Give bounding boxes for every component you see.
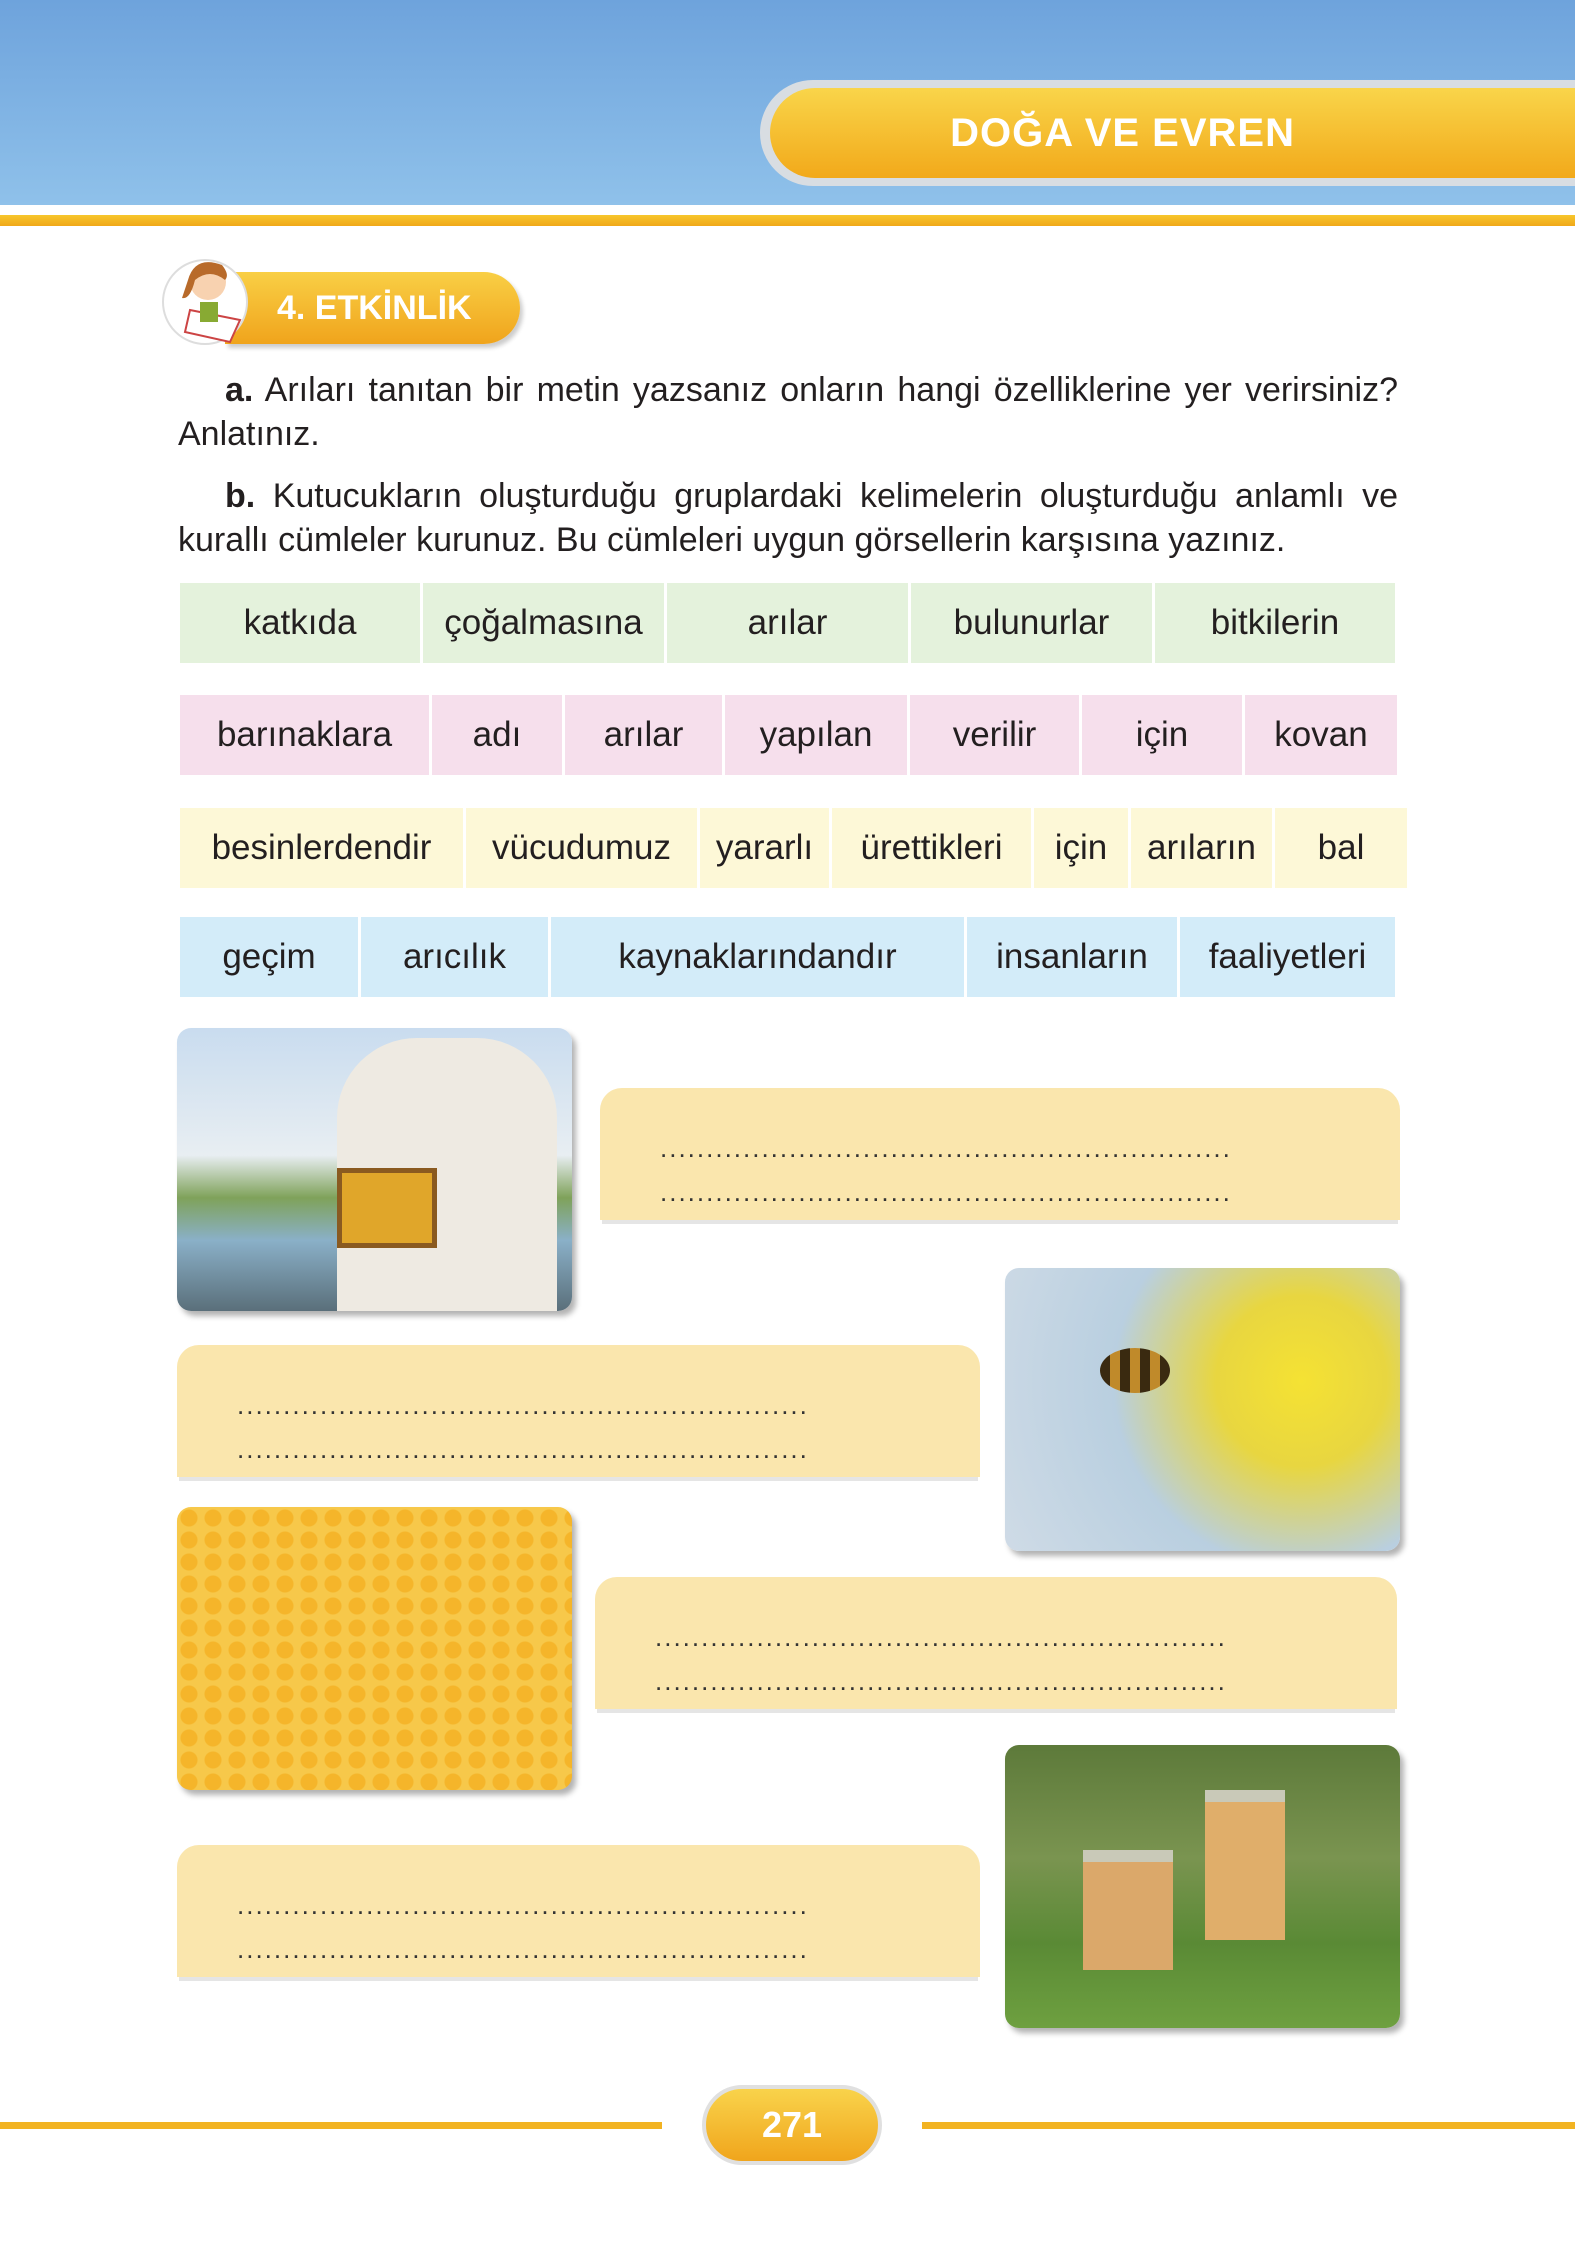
honeycomb-photo (177, 1507, 572, 1790)
word-group-3 (180, 808, 1407, 888)
word-box: arıların (1131, 808, 1272, 888)
word-box: kaynaklarındandır (551, 917, 964, 997)
answer-box-2[interactable] (177, 1345, 980, 1477)
word-box: ürettikleri (832, 808, 1031, 888)
answer-line[interactable]: .............................................................. (237, 1390, 809, 1420)
header-divider (0, 212, 1575, 226)
word-group-2 (180, 695, 1397, 775)
page-number: 271 (702, 2085, 882, 2165)
word-box: adı (432, 695, 562, 775)
girl-mascot-icon (160, 250, 260, 350)
word-box: arılar (667, 583, 908, 663)
word-group-4 (180, 917, 1395, 997)
word-box: vücudumuz (466, 808, 697, 888)
marker-b: b. (225, 477, 256, 515)
word-box: için (1034, 808, 1128, 888)
word-box: için (1082, 695, 1242, 775)
answer-line[interactable]: .............................................................. (660, 1177, 1232, 1207)
instruction-b-text: Kutucukların oluşturduğu gruplardaki kelimelerin oluşturduğu anlamlı ve kurallı cümleler kurunuz. Bu cümleleri uygun görsellerin karşısına yazınız. (178, 477, 1398, 559)
footer-line-right (922, 2122, 1575, 2129)
section-title: DOĞA VE EVREN (770, 88, 1575, 178)
answer-line[interactable]: .............................................................. (237, 1934, 809, 1964)
word-box: faaliyetleri (1180, 917, 1395, 997)
answer-box-3[interactable] (595, 1577, 1397, 1709)
word-box: barınaklara (180, 695, 429, 775)
beehives-photo (1005, 1745, 1400, 2028)
answer-box-4[interactable] (177, 1845, 980, 1977)
word-box: insanların (967, 917, 1177, 997)
word-box: katkıda (180, 583, 420, 663)
instruction-b (178, 474, 1398, 562)
marker-a: a. (225, 371, 254, 409)
word-box: bal (1275, 808, 1407, 888)
instruction-a (178, 368, 1398, 456)
word-box: bulunurlar (911, 583, 1152, 663)
section-banner (760, 80, 1575, 186)
word-box: arılar (565, 695, 722, 775)
word-box: arıcılık (361, 917, 548, 997)
word-box: kovan (1245, 695, 1397, 775)
answer-line[interactable]: .............................................................. (237, 1890, 809, 1920)
word-box: geçim (180, 917, 358, 997)
instruction-a-text: Arıları tanıtan bir metin yazsanız onların hangi özelliklerine yer verirsiniz? Anlatınız. (178, 371, 1398, 453)
word-box: bitkilerin (1155, 583, 1395, 663)
footer-line-left (0, 2122, 662, 2129)
word-box: yararlı (700, 808, 829, 888)
beekeeper-photo (177, 1028, 572, 1311)
answer-line[interactable]: .............................................................. (660, 1133, 1232, 1163)
activity-badge: 4. ETKİNLİK (225, 272, 520, 344)
answer-line[interactable]: .............................................................. (655, 1622, 1227, 1652)
bee-on-flower-photo (1005, 1268, 1400, 1551)
word-box: verilir (910, 695, 1079, 775)
word-box: çoğalmasına (423, 583, 664, 663)
answer-line[interactable]: .............................................................. (237, 1434, 809, 1464)
word-box: besinlerdendir (180, 808, 463, 888)
answer-line[interactable]: .............................................................. (655, 1666, 1227, 1696)
word-box: yapılan (725, 695, 907, 775)
word-group-1 (180, 583, 1395, 663)
answer-box-1[interactable] (600, 1088, 1400, 1220)
